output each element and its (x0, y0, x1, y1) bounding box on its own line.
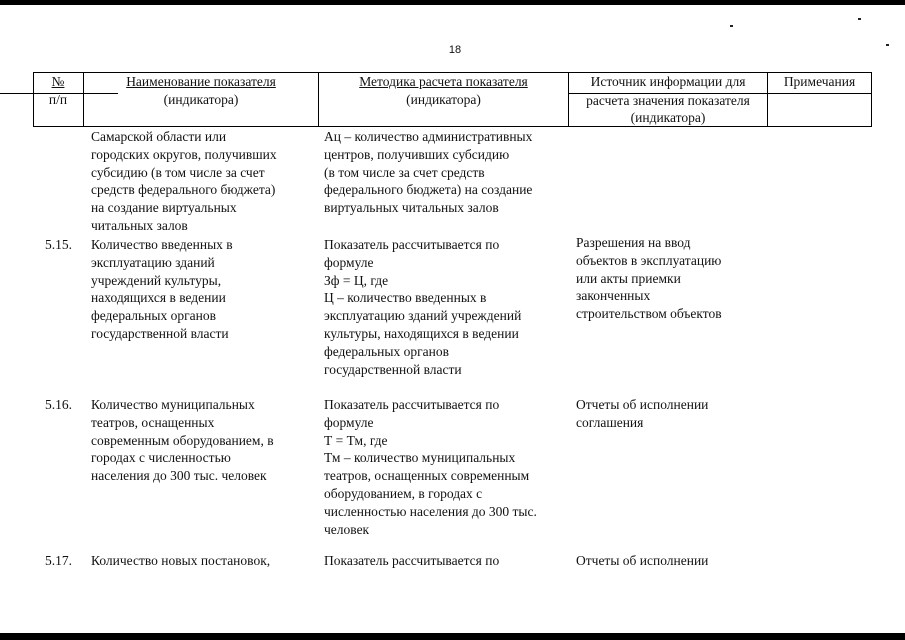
text-line: центров, получивших субсидию (324, 146, 510, 162)
text-line: театров, оснащенных (91, 414, 215, 430)
header-name-title: Наименование показателя (126, 74, 276, 89)
text-line: читальных залов (91, 217, 188, 233)
row-method-cell (324, 128, 568, 217)
row-source-cell (576, 396, 766, 432)
header-number-abbr: п/п (48, 92, 68, 107)
text-line: Показатель рассчитывается по (324, 553, 500, 568)
text-line: государственной власти (91, 325, 229, 341)
header-col-name (84, 73, 318, 109)
text-line: театров, оснащенных современным (324, 468, 530, 484)
text-line: городах с численностью (91, 450, 231, 466)
row-number: 5.17. (45, 553, 72, 568)
header-col-source (569, 73, 767, 126)
text-line: культуры, находящихся в ведении (324, 325, 519, 341)
row-name-cell (91, 552, 316, 570)
text-line: строительством объектов (576, 306, 722, 322)
scan-speck (730, 25, 733, 27)
table-vline (871, 72, 872, 127)
text-line: эксплуатацию зданий (91, 254, 215, 270)
text-line: Количество введенных в (91, 237, 233, 252)
text-line: населения до 300 тыс. человек (91, 468, 267, 484)
row-name-cell (91, 128, 316, 235)
text-line: Показатель рассчитывается по (324, 397, 500, 412)
row-method-cell (324, 552, 568, 570)
text-line: Количество муниципальных (91, 397, 255, 412)
text-line: Зф = Ц, где (324, 272, 389, 288)
text-line: эксплуатацию зданий учреждений (324, 308, 522, 324)
row-method-cell (324, 236, 568, 378)
text-line: Количество новых постановок, (91, 553, 271, 568)
text-line: федеральных органов (91, 308, 216, 324)
text-line: Разрешения на ввод (576, 235, 691, 250)
text-line: (в том числе за счет средств (324, 164, 485, 180)
header-source-title: Источник информации для (590, 74, 746, 89)
text-line: современным оборудованием, в (91, 432, 274, 448)
text-line: численностью населения до 300 тыс. (324, 503, 537, 519)
text-line: на создание виртуальных (91, 200, 237, 216)
text-line: Самарской области или (91, 129, 227, 144)
header-name-subtitle: (индикатора) (163, 92, 239, 107)
row-method-cell (324, 396, 568, 538)
text-line: городских округов, получивших (91, 146, 277, 162)
text-line: Тм – количество муниципальных (324, 450, 516, 466)
text-line: средств федерального бюджета) (91, 182, 276, 198)
text-line: государственной власти (324, 361, 462, 377)
top-border-bar (0, 0, 905, 5)
row-number: 5.15. (45, 237, 72, 252)
header-notes-title: Примечания (783, 74, 856, 89)
text-line: формуле (324, 254, 374, 270)
text-line: Ц – количество введенных в (324, 290, 487, 306)
text-line: Отчеты об исполнении (576, 397, 709, 412)
text-line: виртуальных читальных залов (324, 200, 499, 216)
header-col-number (33, 73, 83, 109)
text-line: субсидию (в том числе за счет (91, 164, 265, 180)
header-number-symbol: № (51, 74, 65, 89)
header-source-line3: (индикатора) (630, 110, 706, 125)
text-line: учреждений культуры, (91, 272, 222, 288)
text-line: Т = Тм, где (324, 432, 388, 448)
row-source-cell (576, 552, 766, 570)
scan-speck (886, 44, 889, 46)
text-line: формуле (324, 414, 374, 430)
text-line: находящихся в ведении (91, 290, 226, 306)
text-line: федерального бюджета) на создание (324, 182, 533, 198)
scan-speck (858, 18, 861, 20)
text-line: Ац – количество административных (324, 129, 533, 144)
header-col-method (319, 73, 568, 109)
row-source-cell (576, 234, 766, 323)
row-name-cell (91, 396, 316, 485)
text-line: или акты приемки (576, 270, 681, 286)
text-line: Показатель рассчитывается по (324, 237, 500, 252)
row-number: 5.16. (45, 397, 72, 412)
row-name-cell (91, 236, 316, 343)
text-line: оборудованием, в городах с (324, 485, 483, 501)
header-method-title: Методика расчета показателя (359, 74, 528, 89)
table-header-bottom-border (33, 126, 871, 127)
page-number: 18 (448, 44, 462, 56)
header-col-notes (768, 73, 871, 91)
text-line: соглашения (576, 414, 644, 430)
text-line: объектов в эксплуатацию (576, 252, 722, 268)
header-source-line2: расчета значения показателя (586, 93, 750, 108)
text-line: Отчеты об исполнении (576, 553, 709, 568)
bottom-border-bar (0, 633, 905, 640)
text-line: законченных (576, 288, 651, 304)
text-line: федеральных органов (324, 343, 449, 359)
header-method-subtitle: (индикатора) (406, 92, 481, 107)
text-line: человек (324, 521, 370, 537)
